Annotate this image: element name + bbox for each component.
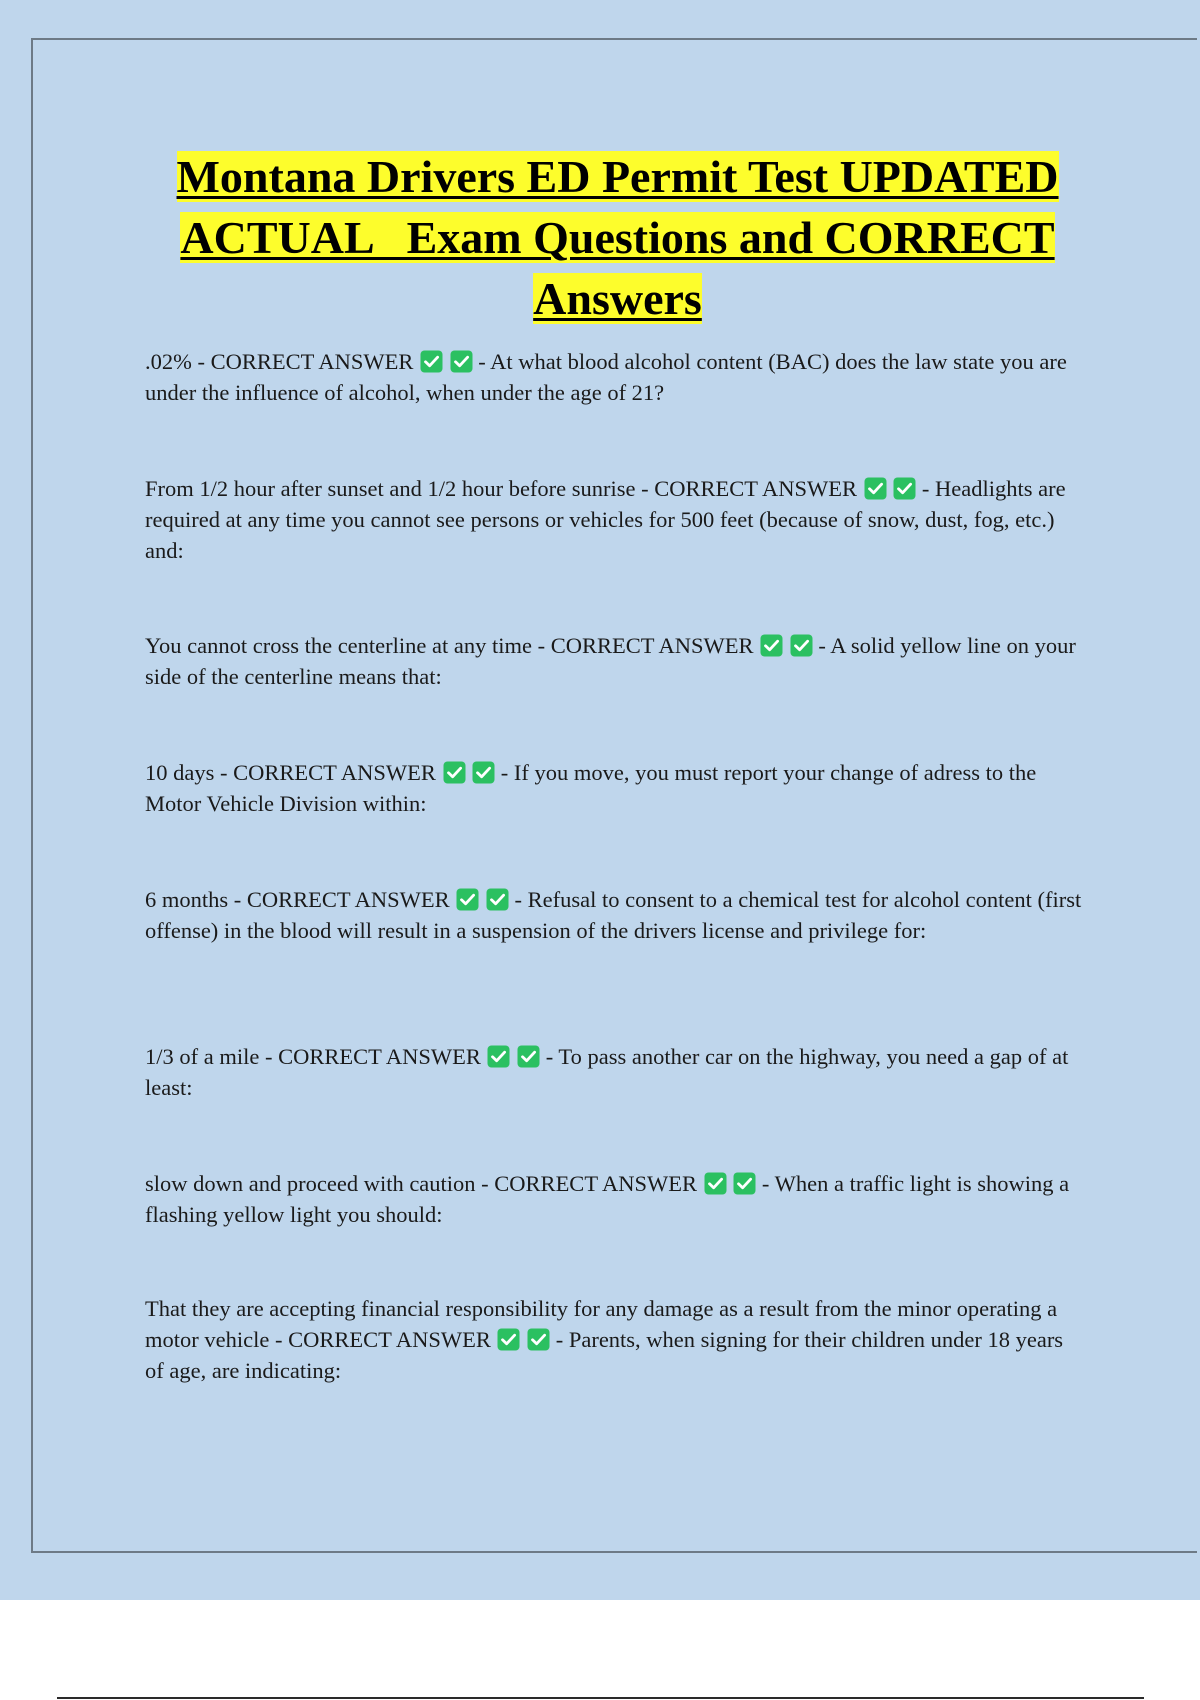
- green-checkbox-icon: [864, 477, 887, 500]
- answer-text: 6 months -: [145, 887, 247, 912]
- check-icons: [413, 349, 478, 374]
- footer-rule: [57, 1697, 1144, 1699]
- qa-item: [145, 346, 1085, 408]
- answer-text: 1/3 of a mile -: [145, 1044, 279, 1069]
- question-text: - Parents, when signing for their children under 18 years of age, are indicating:: [145, 1327, 1064, 1383]
- title-line: Answers: [533, 273, 702, 324]
- check-icons: [436, 760, 501, 785]
- question-text: - Headlights are required at any time you cannot see persons or vehicles for 500 feet (because of snow, dust, fog, etc.) and:: [145, 476, 1066, 563]
- green-checkbox-icon: [420, 350, 443, 373]
- check-icons: [753, 633, 818, 658]
- green-checkbox-icon: [760, 634, 783, 657]
- check-icons: [697, 1171, 762, 1196]
- answer-text: .02% -: [145, 349, 211, 374]
- correct-answer-label: CORRECT ANSWER: [210, 349, 414, 374]
- check-icons: [857, 476, 922, 501]
- green-checkbox-icon: [487, 1045, 510, 1068]
- question-text: - A solid yellow line on your side of the centerline means that:: [145, 633, 1076, 689]
- check-icons: [481, 1044, 546, 1069]
- title-line: Montana Drivers ED Permit Test UPDATED: [176, 151, 1059, 202]
- question-text: - If you move, you must report your change of adress to the Motor Vehicle Division within:: [145, 760, 1037, 816]
- correct-answer-label: CORRECT ANSWER: [494, 1171, 698, 1196]
- green-checkbox-icon: [527, 1328, 550, 1351]
- correct-answer-label: CORRECT ANSWER: [654, 476, 858, 501]
- qa-item: [145, 1041, 1085, 1103]
- green-checkbox-icon: [497, 1328, 520, 1351]
- qa-item: [145, 757, 1085, 819]
- title-line: ACTUAL Exam Questions and CORRECT: [180, 212, 1055, 263]
- correct-answer-label: CORRECT ANSWER: [233, 760, 436, 785]
- qa-item: [145, 1168, 1085, 1230]
- answer-text: From 1/2 hour after sunset and 1/2 hour before sunrise -: [145, 476, 655, 501]
- question-text: - At what blood alcohol content (BAC) does the law state you are under the influence of alcohol, when under the age of 21?: [145, 349, 1067, 405]
- qa-item: [145, 473, 1085, 566]
- answer-text: slow down and proceed with caution -: [145, 1171, 495, 1196]
- green-checkbox-icon: [443, 761, 466, 784]
- green-checkbox-icon: [450, 350, 473, 373]
- correct-answer-label: CORRECT ANSWER: [288, 1327, 491, 1352]
- check-icons: [450, 887, 515, 912]
- green-checkbox-icon: [486, 888, 509, 911]
- page-title: [120, 146, 1115, 329]
- qa-item: [145, 1293, 1085, 1386]
- answer-text: That they are accepting financial responsibility for any damage as a result from the minor operating a motor vehicle -: [145, 1296, 1058, 1352]
- green-checkbox-icon: [790, 634, 813, 657]
- green-checkbox-icon: [704, 1172, 727, 1195]
- check-icons: [491, 1327, 556, 1352]
- question-text: - Refusal to consent to a chemical test for alcohol content (first offense) in the blood will result in a suspension of the drivers license and privilege for:: [145, 887, 1082, 943]
- correct-answer-label: CORRECT ANSWER: [278, 1044, 481, 1069]
- question-text: - To pass another car on the highway, you need a gap of at least:: [145, 1044, 1069, 1100]
- answer-text: You cannot cross the centerline at any time -: [145, 633, 551, 658]
- green-checkbox-icon: [472, 761, 495, 784]
- correct-answer-label: CORRECT ANSWER: [550, 633, 754, 658]
- correct-answer-label: CORRECT ANSWER: [246, 887, 450, 912]
- qa-item: [145, 884, 1085, 946]
- green-checkbox-icon: [456, 888, 479, 911]
- green-checkbox-icon: [733, 1172, 756, 1195]
- qa-item: [145, 630, 1085, 692]
- green-checkbox-icon: [517, 1045, 540, 1068]
- green-checkbox-icon: [893, 477, 916, 500]
- question-text: - When a traffic light is showing a flashing yellow light you should:: [145, 1171, 1070, 1227]
- answer-text: 10 days -: [145, 760, 234, 785]
